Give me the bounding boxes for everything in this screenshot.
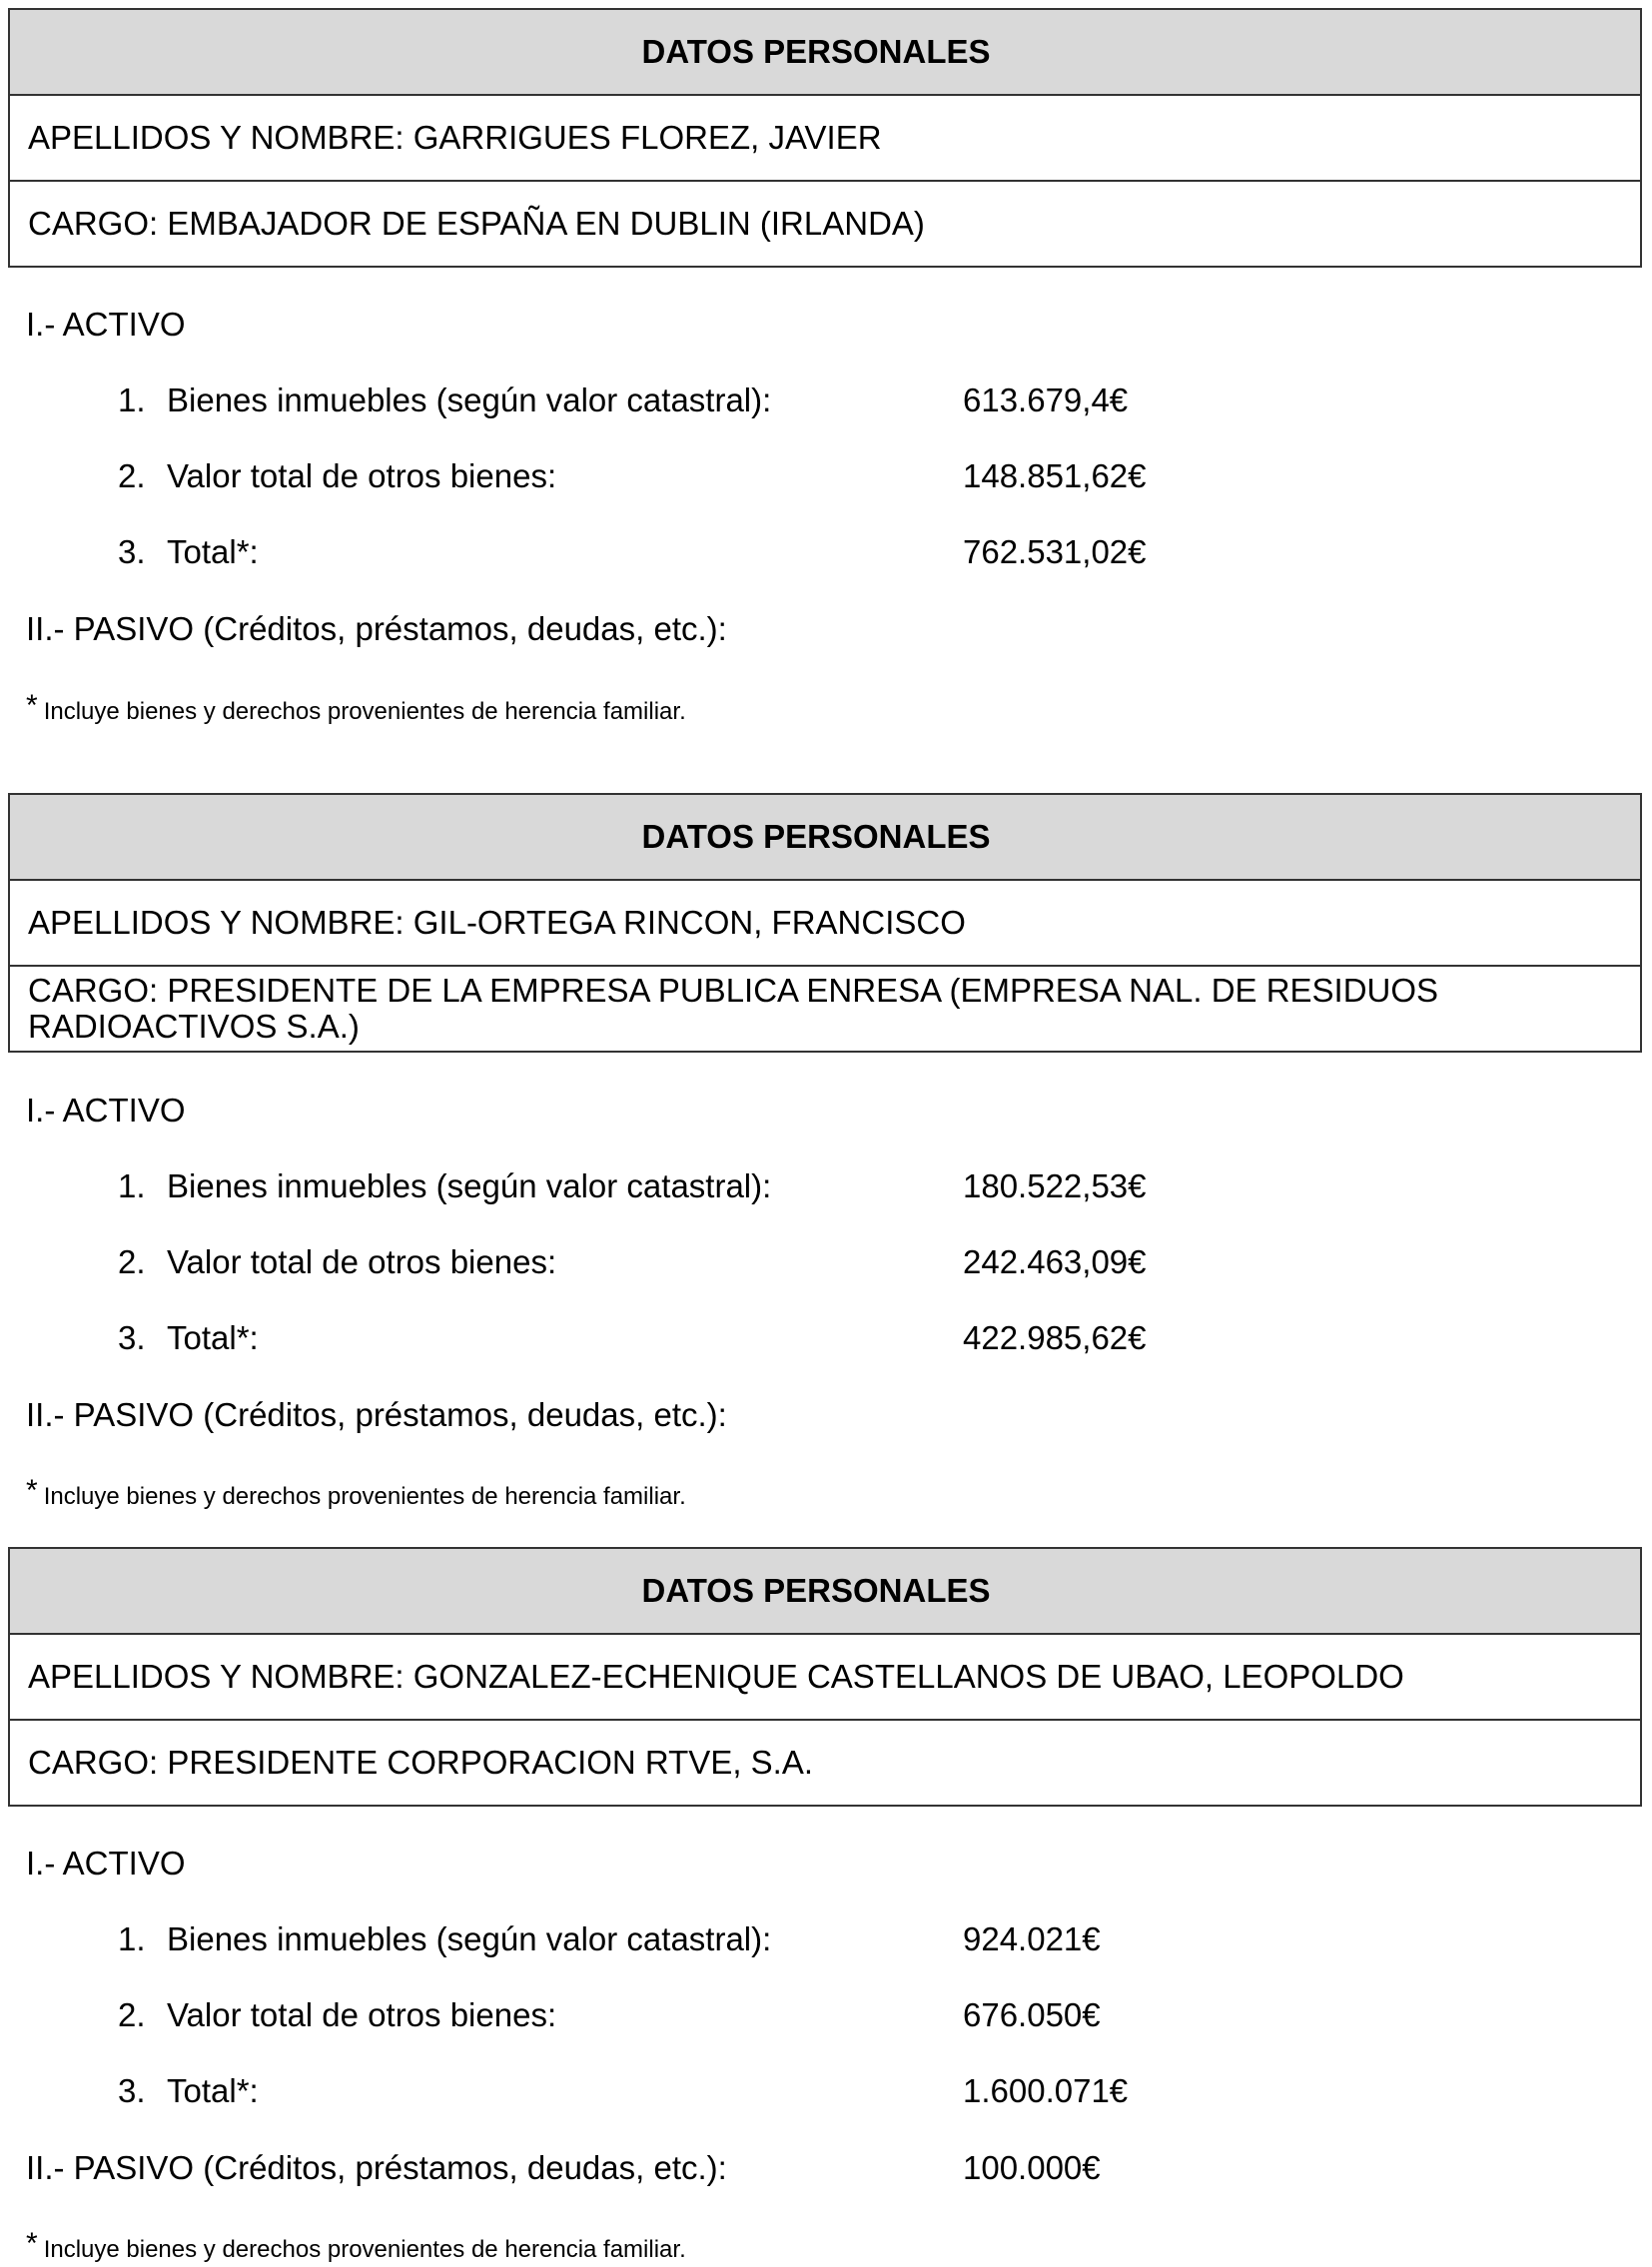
name-row: APELLIDOS Y NOMBRE: GARRIGUES FLOREZ, JAVIER xyxy=(10,96,1640,182)
personal-data-box xyxy=(8,8,1642,268)
item-number: 3. xyxy=(118,533,146,570)
footnote xyxy=(26,2229,686,2265)
item-value: 676.050€ xyxy=(963,1996,1101,2033)
item-number: 1. xyxy=(118,1167,146,1204)
item-value: 613.679,4€ xyxy=(963,381,1129,418)
item-label: Valor total de otros bienes: xyxy=(167,457,557,494)
box-header: DATOS PERSONALES xyxy=(10,10,1640,96)
item-value: 1.600.071€ xyxy=(963,2072,1129,2109)
item-label: Valor total de otros bienes: xyxy=(167,1243,557,1280)
footnote xyxy=(26,691,686,727)
pasivo-label: II.- PASIVO (Créditos, préstamos, deudas, etc.): xyxy=(26,2149,727,2186)
pasivo-label: II.- PASIVO (Créditos, préstamos, deudas, etc.): xyxy=(26,610,727,647)
item-label: Total*: xyxy=(167,533,259,570)
footnote-star: * xyxy=(26,689,38,722)
position-row: CARGO: PRESIDENTE CORPORACION RTVE, S.A. xyxy=(28,1744,814,1781)
pasivo-label: II.- PASIVO (Créditos, préstamos, deudas, etc.): xyxy=(26,1396,727,1433)
box-header: DATOS PERSONALES xyxy=(10,795,1640,881)
item-value: 242.463,09€ xyxy=(963,1243,1147,1280)
footnote-star: * xyxy=(26,2227,38,2260)
item-label: Bienes inmuebles (según valor catastral): xyxy=(167,1920,772,1957)
item-number: 1. xyxy=(118,381,146,418)
position-row: CARGO: EMBAJADOR DE ESPAÑA EN DUBLIN (IRLANDA) xyxy=(28,205,925,242)
position-row: CARGO: PRESIDENTE DE LA EMPRESA PUBLICA ENRESA (EMPRESA NAL. DE RESIDUOS RADIOACTIVOS S.A.) xyxy=(28,972,1439,1045)
item-number: 2. xyxy=(118,1996,146,2033)
item-value: 762.531,02€ xyxy=(963,533,1147,570)
item-number: 3. xyxy=(118,1319,146,1356)
item-label: Bienes inmuebles (según valor catastral): xyxy=(167,1167,772,1204)
footnote-star: * xyxy=(26,1474,38,1507)
item-label: Total*: xyxy=(167,2072,259,2109)
activo-label: I.- ACTIVO xyxy=(26,1845,186,1882)
footnote xyxy=(26,1476,686,1512)
pasivo-value: 100.000€ xyxy=(963,2149,1101,2186)
personal-data-box xyxy=(8,793,1642,1053)
item-number: 3. xyxy=(118,2072,146,2109)
item-value: 148.851,62€ xyxy=(963,457,1147,494)
item-number: 1. xyxy=(118,1920,146,1957)
item-label: Total*: xyxy=(167,1319,259,1356)
activo-label: I.- ACTIVO xyxy=(26,1092,186,1129)
footnote-text: Incluye bienes y derechos provenientes de herencia familiar. xyxy=(43,698,686,725)
box-header: DATOS PERSONALES xyxy=(10,1549,1640,1635)
item-value: 422.985,62€ xyxy=(963,1319,1147,1356)
item-number: 2. xyxy=(118,1243,146,1280)
footnote-text: Incluye bienes y derechos provenientes de herencia familiar. xyxy=(43,2236,686,2263)
activo-label: I.- ACTIVO xyxy=(26,306,186,343)
item-value: 924.021€ xyxy=(963,1920,1101,1957)
item-number: 2. xyxy=(118,457,146,494)
footnote-text: Incluye bienes y derechos provenientes de herencia familiar. xyxy=(43,1483,686,1510)
item-value: 180.522,53€ xyxy=(963,1167,1147,1204)
item-label: Bienes inmuebles (según valor catastral): xyxy=(167,381,772,418)
name-row: APELLIDOS Y NOMBRE: GONZALEZ-ECHENIQUE CASTELLANOS DE UBAO, LEOPOLDO xyxy=(10,1635,1640,1721)
item-label: Valor total de otros bienes: xyxy=(167,1996,557,2033)
name-row: APELLIDOS Y NOMBRE: GIL-ORTEGA RINCON, FRANCISCO xyxy=(10,881,1640,967)
personal-data-box xyxy=(8,1547,1642,1807)
